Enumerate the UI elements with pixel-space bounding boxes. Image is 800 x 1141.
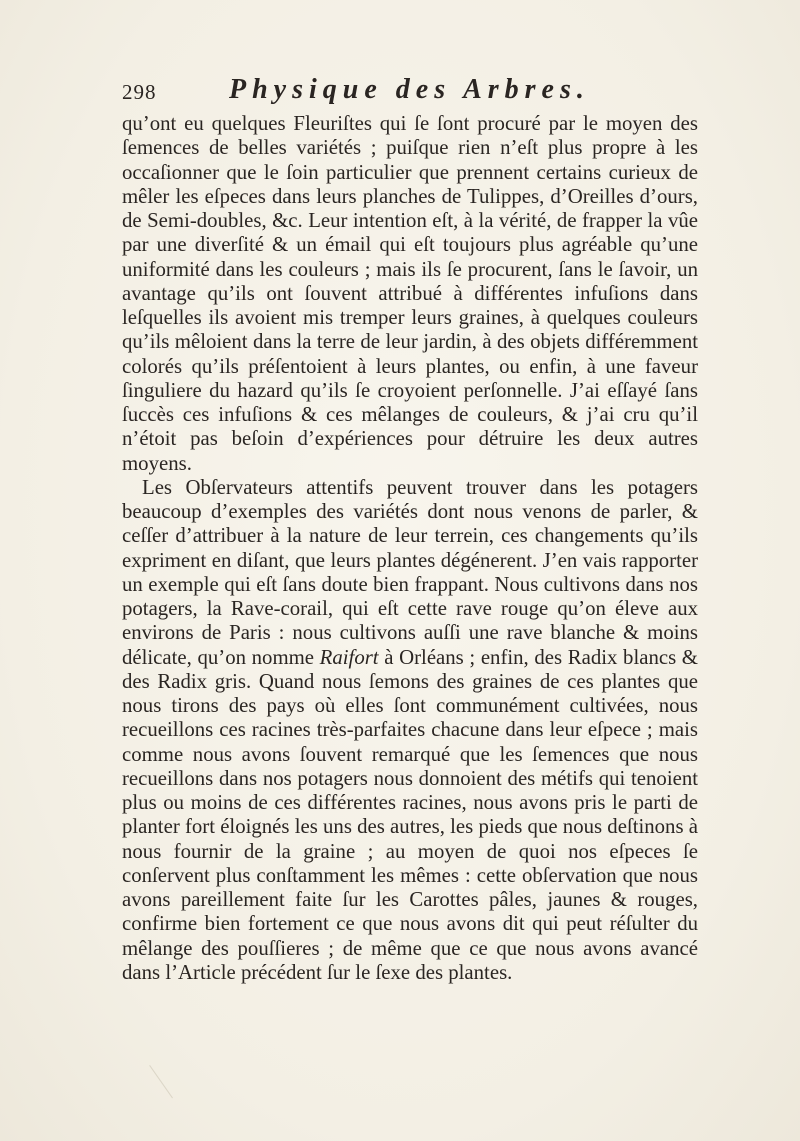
running-title: Physique des Arbres.: [229, 74, 590, 105]
running-head: [122, 74, 682, 110]
paragraph-2-text-a: Les Obſervateurs attentifs peuvent trouver dans les potagers beaucoup d’exemples des variétés dont nous venons de parler, & ceſſer d’attribuer à la nature de leur terrein, ces changements qu’ils expriment en diſant, que leurs plantes dégénerent. J’en vais rapporter un exemple qui eſt ſans doute bien frappant. Nous cultivons dans nos potagers, la Rave-corail, qui eſt cette rave rouge qu’on éleve aux environs de Paris : nous cultivons auſſi une rave blanche & moins délicate, qu’on nomme: [122, 475, 698, 669]
body-text: [122, 112, 698, 985]
paragraph-1-text: qu’ont eu quelques Fleuriſtes qui ſe ſont procuré par le moyen des ſemences de belles variétés ; puiſque rien n’eſt plus propre à les occaſionner que le ſoin particulier que prennent certains curieux de mêler les eſpeces dans leurs planches de Tulippes, d’Oreilles d’ours, de Semi-doubles, &c. Leur intention eſt, à la vérité, de frapper la vûe par une diverſité & un émail qui eſt toujours plus agréable qu’une uniformité dans les couleurs ; mais ils ſe procurent, ſans le ſavoir, un avantage qu’ils ont ſouvent attribué à différentes infuſions dans leſquelles ils avoient mis tremper leurs graines, à quelques couleurs qu’ils mêloient dans la terre de leur jardin, à des objets différemment colorés qu’ils préſentoient à leurs plantes, ou enfin, à une faveur ſinguliere du hazard qu’ils ſe croyoient perſonnelle. J’ai eſſayé ſans ſuccès ces infuſions & ces mêlanges de couleurs, & j’ai cru qu’il n’étoit pas beſoin d’expériences pour détruire les deux autres moyens.: [122, 112, 698, 475]
paragraph-1: [122, 112, 698, 476]
page-number: 298: [122, 80, 157, 104]
paragraph-2-italic-raifort: Raifort: [319, 645, 379, 669]
paragraph-2-text-b: à Orléans ; enfin, des Radix blancs & des Radix gris. Quand nous ſemons des graines de ces plantes que nous tirons des pays où elles ſont communément cultivées, nous recueillons ces racines très-parfaites chacune dans leur eſpece ; mais comme nous avons ſouvent remarqué que les ſemences que nous recueillons dans nos potagers nous donnoient des métifs qui tenoient plus ou moins de ces différentes racines, nous avons pris le parti de planter fort éloignés les uns des autres, les pieds que nous deſtinons à nous fournir de la graine ; au moyen de quoi nos eſpeces ſe conſervent plus conſtamment les mêmes : cette obſervation que nous avons pareillement faite ſur les Carottes pâles, jaunes & rouges, confirme bien fortement ce que nous avons dit qui peut réſulter du mêlange des pouſſieres ; de même que ce que nous avons avancé dans l’Article précédent ſur le ſexe des plantes.: [122, 645, 698, 984]
paragraph-2: [122, 476, 698, 985]
paper-crease: [149, 1065, 173, 1098]
